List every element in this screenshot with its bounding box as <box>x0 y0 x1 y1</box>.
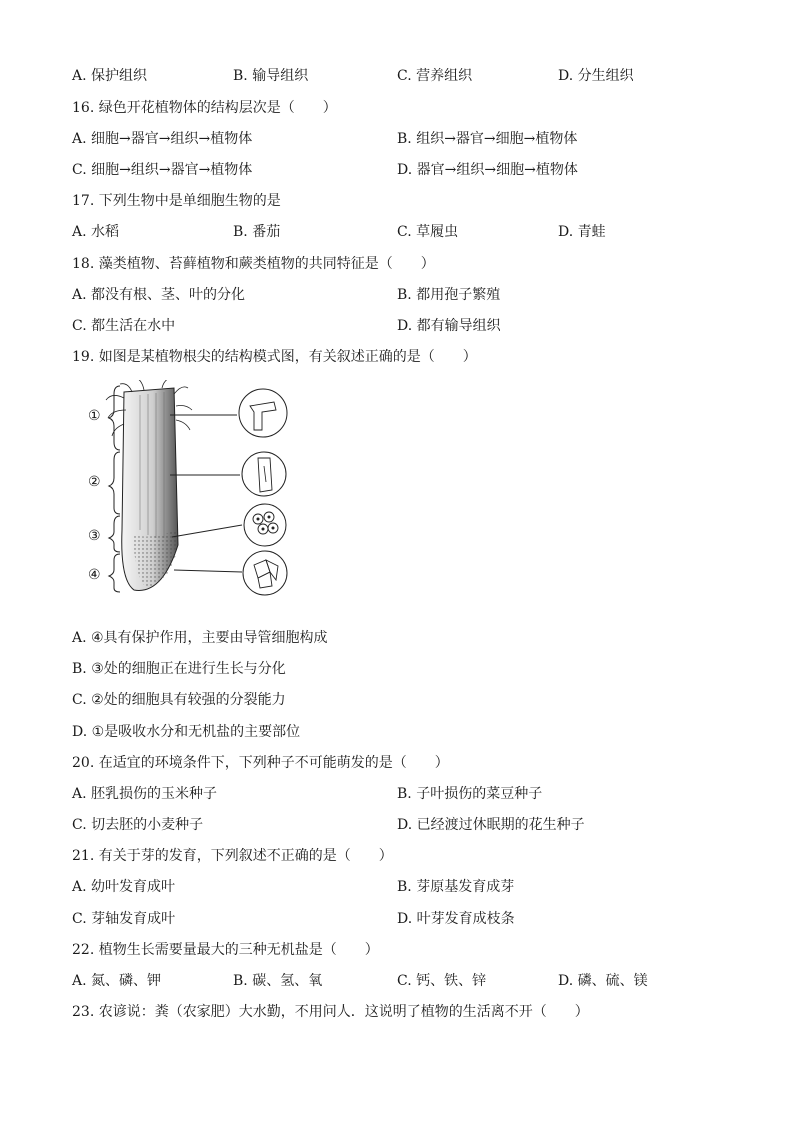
q21-option-a: A. 幼叶发育成叶 <box>72 879 176 895</box>
q21-option-c: C. 芽轴发育成叶 <box>72 911 176 927</box>
q18-option-d: D. 都有输导组织 <box>397 318 501 334</box>
q19-option-c: C. ②处的细胞具有较强的分裂能力 <box>72 692 286 708</box>
q15-option-a: A. 保护组织 <box>72 68 148 84</box>
q20-option-b: B. 子叶损伤的菜豆种子 <box>397 786 543 802</box>
q21-option-b: B. 芽原基发育成芽 <box>397 879 515 895</box>
q15-option-b: B. 输导组织 <box>233 68 309 84</box>
q20-stem: 20. 在适宜的环境条件下，下列种子不可能萌发的是（ ） <box>72 755 449 771</box>
q16-option-b: B. 组织→器官→细胞→植物体 <box>397 131 578 147</box>
q17-option-a: A. 水稻 <box>72 224 120 240</box>
q18-option-b: B. 都用孢子繁殖 <box>397 287 501 303</box>
q16-stem: 16. 绿色开花植物体的结构层次是（ ） <box>72 100 337 116</box>
q19-option-d: D. ①是吸收水分和无机盐的主要部位 <box>72 724 301 740</box>
q22-option-c: C. 钙、铁、锌 <box>397 973 487 989</box>
q15-option-c: C. 营养组织 <box>397 68 473 84</box>
q18-option-c: C. 都生活在水中 <box>72 318 176 334</box>
q20-option-c: C. 切去胚的小麦种子 <box>72 817 204 833</box>
q15-option-d: D. 分生组织 <box>558 68 634 84</box>
label-zone-3: ③ <box>88 528 101 544</box>
q22-option-b: B. 碳、氢、氧 <box>233 973 323 989</box>
q17-option-d: D. 青蛙 <box>558 224 606 240</box>
q19-option-b: B. ③处的细胞正在进行生长与分化 <box>72 661 286 677</box>
q20-option-d: D. 已经渡过休眠期的花生种子 <box>397 817 585 833</box>
q22-stem: 22. 植物生长需要量最大的三种无机盐是（ ） <box>72 942 379 958</box>
q16-option-a: A. 细胞→器官→组织→植物体 <box>72 131 253 147</box>
q21-stem: 21. 有关于芽的发育，下列叙述不正确的是（ ） <box>72 848 393 864</box>
q17-option-c: C. 草履虫 <box>397 224 459 240</box>
q19-stem: 19. 如图是某植物根尖的结构模式图，有关叙述正确的是（ ） <box>72 349 477 365</box>
q16-option-d: D. 器官→组织→细胞→植物体 <box>397 162 578 178</box>
q19-option-a: A. ④具有保护作用，主要由导管细胞构成 <box>72 630 328 646</box>
label-zone-1: ① <box>88 408 101 424</box>
q17-option-b: B. 番茄 <box>233 224 281 240</box>
q18-option-a: A. 都没有根、茎、叶的分化 <box>72 287 246 303</box>
q23-stem: 23. 农谚说：粪（农家肥）大水勤，不用问人．这说明了植物的生活离不开（ ） <box>72 1004 589 1020</box>
root-tip-diagram <box>82 380 307 600</box>
label-zone-4: ④ <box>88 567 101 583</box>
q18-stem: 18. 藻类植物、苔藓植物和蕨类植物的共同特征是（ ） <box>72 256 435 272</box>
q22-option-d: D. 磷、硫、镁 <box>558 973 648 989</box>
q22-option-a: A. 氮、磷、钾 <box>72 973 162 989</box>
q16-option-c: C. 细胞→组织→器官→植物体 <box>72 162 253 178</box>
label-zone-2: ② <box>88 474 101 490</box>
q17-stem: 17. 下列生物中是单细胞生物的是 <box>72 193 281 209</box>
q21-option-d: D. 叶芽发育成枝条 <box>397 911 515 927</box>
q20-option-a: A. 胚乳损伤的玉米种子 <box>72 786 218 802</box>
